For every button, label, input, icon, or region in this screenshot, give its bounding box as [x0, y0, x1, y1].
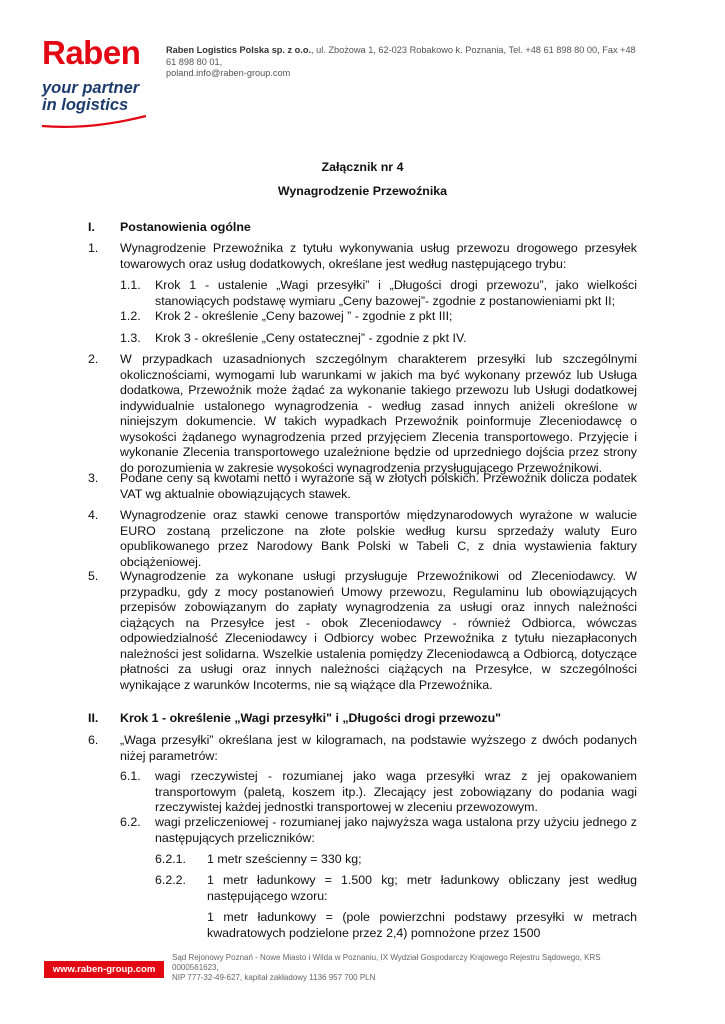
company-address: , ul. Zbożowa 1, 62-023 Robakowo k. Poznania, Tel. +48 61 898 80 00, Fax +48 61 898 80 01,: [166, 45, 636, 67]
s11-number: 1.1.: [120, 278, 141, 292]
s13-number: 1.3.: [120, 331, 141, 345]
s622-text: 1 metr ładunkowy = 1.500 kg; metr ładunkowy obliczany jest według następującego wzoru:: [207, 873, 637, 903]
p2-number: 2.: [88, 352, 99, 366]
raben-logo: [42, 36, 152, 69]
company-name: Raben Logistics Polska sp. z o.o.: [166, 45, 311, 55]
tagline: [42, 80, 162, 114]
section2-heading: Krok 1 - określenie „Wagi przesyłki" i „Długości drogi przewozu": [120, 711, 502, 725]
section2-number: II.: [88, 711, 99, 725]
company-info: [166, 45, 636, 80]
tagline-line2: in logistics: [42, 96, 129, 114]
p4-text: Wynagrodzenie oraz stawki cenowe transportów międzynarodowych wyrażone w walucie EURO zostaną przeliczone na złote polskie według kursu sprzedaży waluty Euro opublikowanego przez Narodowy Bank Polski w Tabeli C, z dnia wystawienia faktury obciążeniowej.: [120, 508, 637, 569]
p5-number: 5.: [88, 569, 99, 583]
s622-number: 6.2.2.: [155, 873, 187, 887]
p3-text: Podane ceny są kwotami netto i wyrażone są w złotych polskich. Przewoźnik dolicza podatek VAT wg aktualnie obowiązujących stawek.: [120, 471, 637, 501]
annex-title: Załącznik nr 4: [321, 160, 404, 174]
p1-number: 1.: [88, 241, 99, 255]
s13-text: Krok 3 - określenie „Ceny ostatecznej” - zgodnie z pkt IV.: [155, 331, 467, 345]
s12-text: Krok 2 - określenie „Ceny bazowej ” - zgodnie z pkt III;: [155, 309, 453, 323]
section1-number: I.: [88, 220, 95, 234]
p4-number: 4.: [88, 508, 99, 522]
footer-website[interactable]: www.raben-group.com: [44, 961, 164, 978]
tagline-line1: your partner: [42, 79, 140, 97]
footer-court-line1: Sąd Rejonowy Poznań - Nowe Miasto i Wilda w Poznaniu, IX Wydział Gospodarczy Krajowego Rejestru Sądowego, KRS 0000561623,: [172, 953, 601, 972]
s62-number: 6.2.: [120, 815, 141, 829]
p3-number: 3.: [88, 471, 99, 485]
s622-formula: 1 metr ładunkowy = (pole powierzchni podstawy przesyłki w metrach kwadratowych podzielone przez 2,4) pomnożone przez 1500: [207, 910, 637, 940]
s11-text: Krok 1 - ustalenie „Wagi przesyłki” i „Długości drogi przewozu”, jako wielkości stanowiących podstawę wymiaru „Ceny bazowej”- zgodnie z postanowieniami pkt II;: [155, 278, 637, 308]
annex-subtitle: Wynagrodzenie Przewoźnika: [277, 184, 448, 198]
p6-text: „Waga przesyłki” określana jest w kilogramach, na podstawie wyższego z dwóch podanych niżej parametrów:: [120, 733, 637, 763]
p1-text: Wynagrodzenie Przewoźnika z tytułu wykonywania usług przewozu drogowego przesyłek towarowych oraz usług dodatkowych, określane jest według następującego trybu:: [120, 241, 637, 271]
section1-heading: Postanowienia ogólne: [120, 220, 251, 234]
s621-text: 1 metr sześcienny = 330 kg;: [207, 852, 362, 866]
s621-number: 6.2.1.: [155, 852, 187, 866]
s62-text: wagi przeliczeniowej - rozumianej jako najwyższa waga ustalona przy użyciu jednego z następujących przeliczników:: [155, 815, 637, 845]
s61-text: wagi rzeczywistej - rozumianej jako waga przesyłki wraz z jej opakowaniem transportowym (paletą, koszem itp.). Zlecający jest zobowiązany do podania wagi rzeczywistej każdej jednostki transportowej w zleceniu przewozowym.: [155, 769, 637, 814]
swoosh-decoration: [40, 114, 150, 130]
p5-text: Wynagrodzenie za wykonane usługi przysługuje Przewoźnikowi od Zleceniodawcy. W przypadku, gdy z mocy postanowień Umowy przewozu, Regulaminu lub obowiązujących przepisów zobowiązanym do zapłaty wynagrodzenia za usługi oraz innych należności ciążących na Przesyłce jest - obok Zleceniodawcy - również Odbiorca, wówczas odpowiedzialność Zleceniodawcy i Odbiorcy wobec Przewoźnika z tytułu niezapłaconych należności jest solidarna. Wszelkie ustalenia pomiędzy Zleceniodawcą a Odbiorcą, dotyczące płatności za usługi oraz innych należności ciążących na Przesyłce, w szczególności wynikające z warunków Incoterms, nie są wiążące dla Przewoźnika.: [120, 569, 637, 692]
p2-text: W przypadkach uzasadnionych szczególnym charakterem przesyłki lub szczególnymi okolicznościami, wymogami lub warunkami w jakich ma być wykonany przewóz lub Usługa dodatkowa, Przewoźnik może żądać za wykonanie takiego przewozu lub Usługi dodatkowej indywidualnie ustalonego wynagrodzenia - według zasad innych aniżeli określone w niniejszym dokumencie. W takich wypadkach Przewoźnik poinformuje Zleceniodawcę o wysokości żądanego wynagrodzenia przed przyjęciem Zlecenia transportowego. Przyjęcie i wykonanie Zlecenia transportowego uzależnione będzie od uprzedniego dojścia przez strony do porozumienia w zakresie wysokości wynagrodzenia przysługującego Przewoźnikowi.: [120, 352, 637, 475]
footer-court-info: [172, 953, 632, 983]
logo-text: Raben: [42, 34, 141, 71]
company-email[interactable]: poland.info@raben-group.com: [166, 68, 291, 78]
s12-number: 1.2.: [120, 309, 141, 323]
s61-number: 6.1.: [120, 769, 141, 783]
footer-court-line2: NIP 777-32-49-627, kapitał zakładowy 1136 957 700 PLN: [172, 973, 376, 982]
p6-number: 6.: [88, 733, 99, 747]
